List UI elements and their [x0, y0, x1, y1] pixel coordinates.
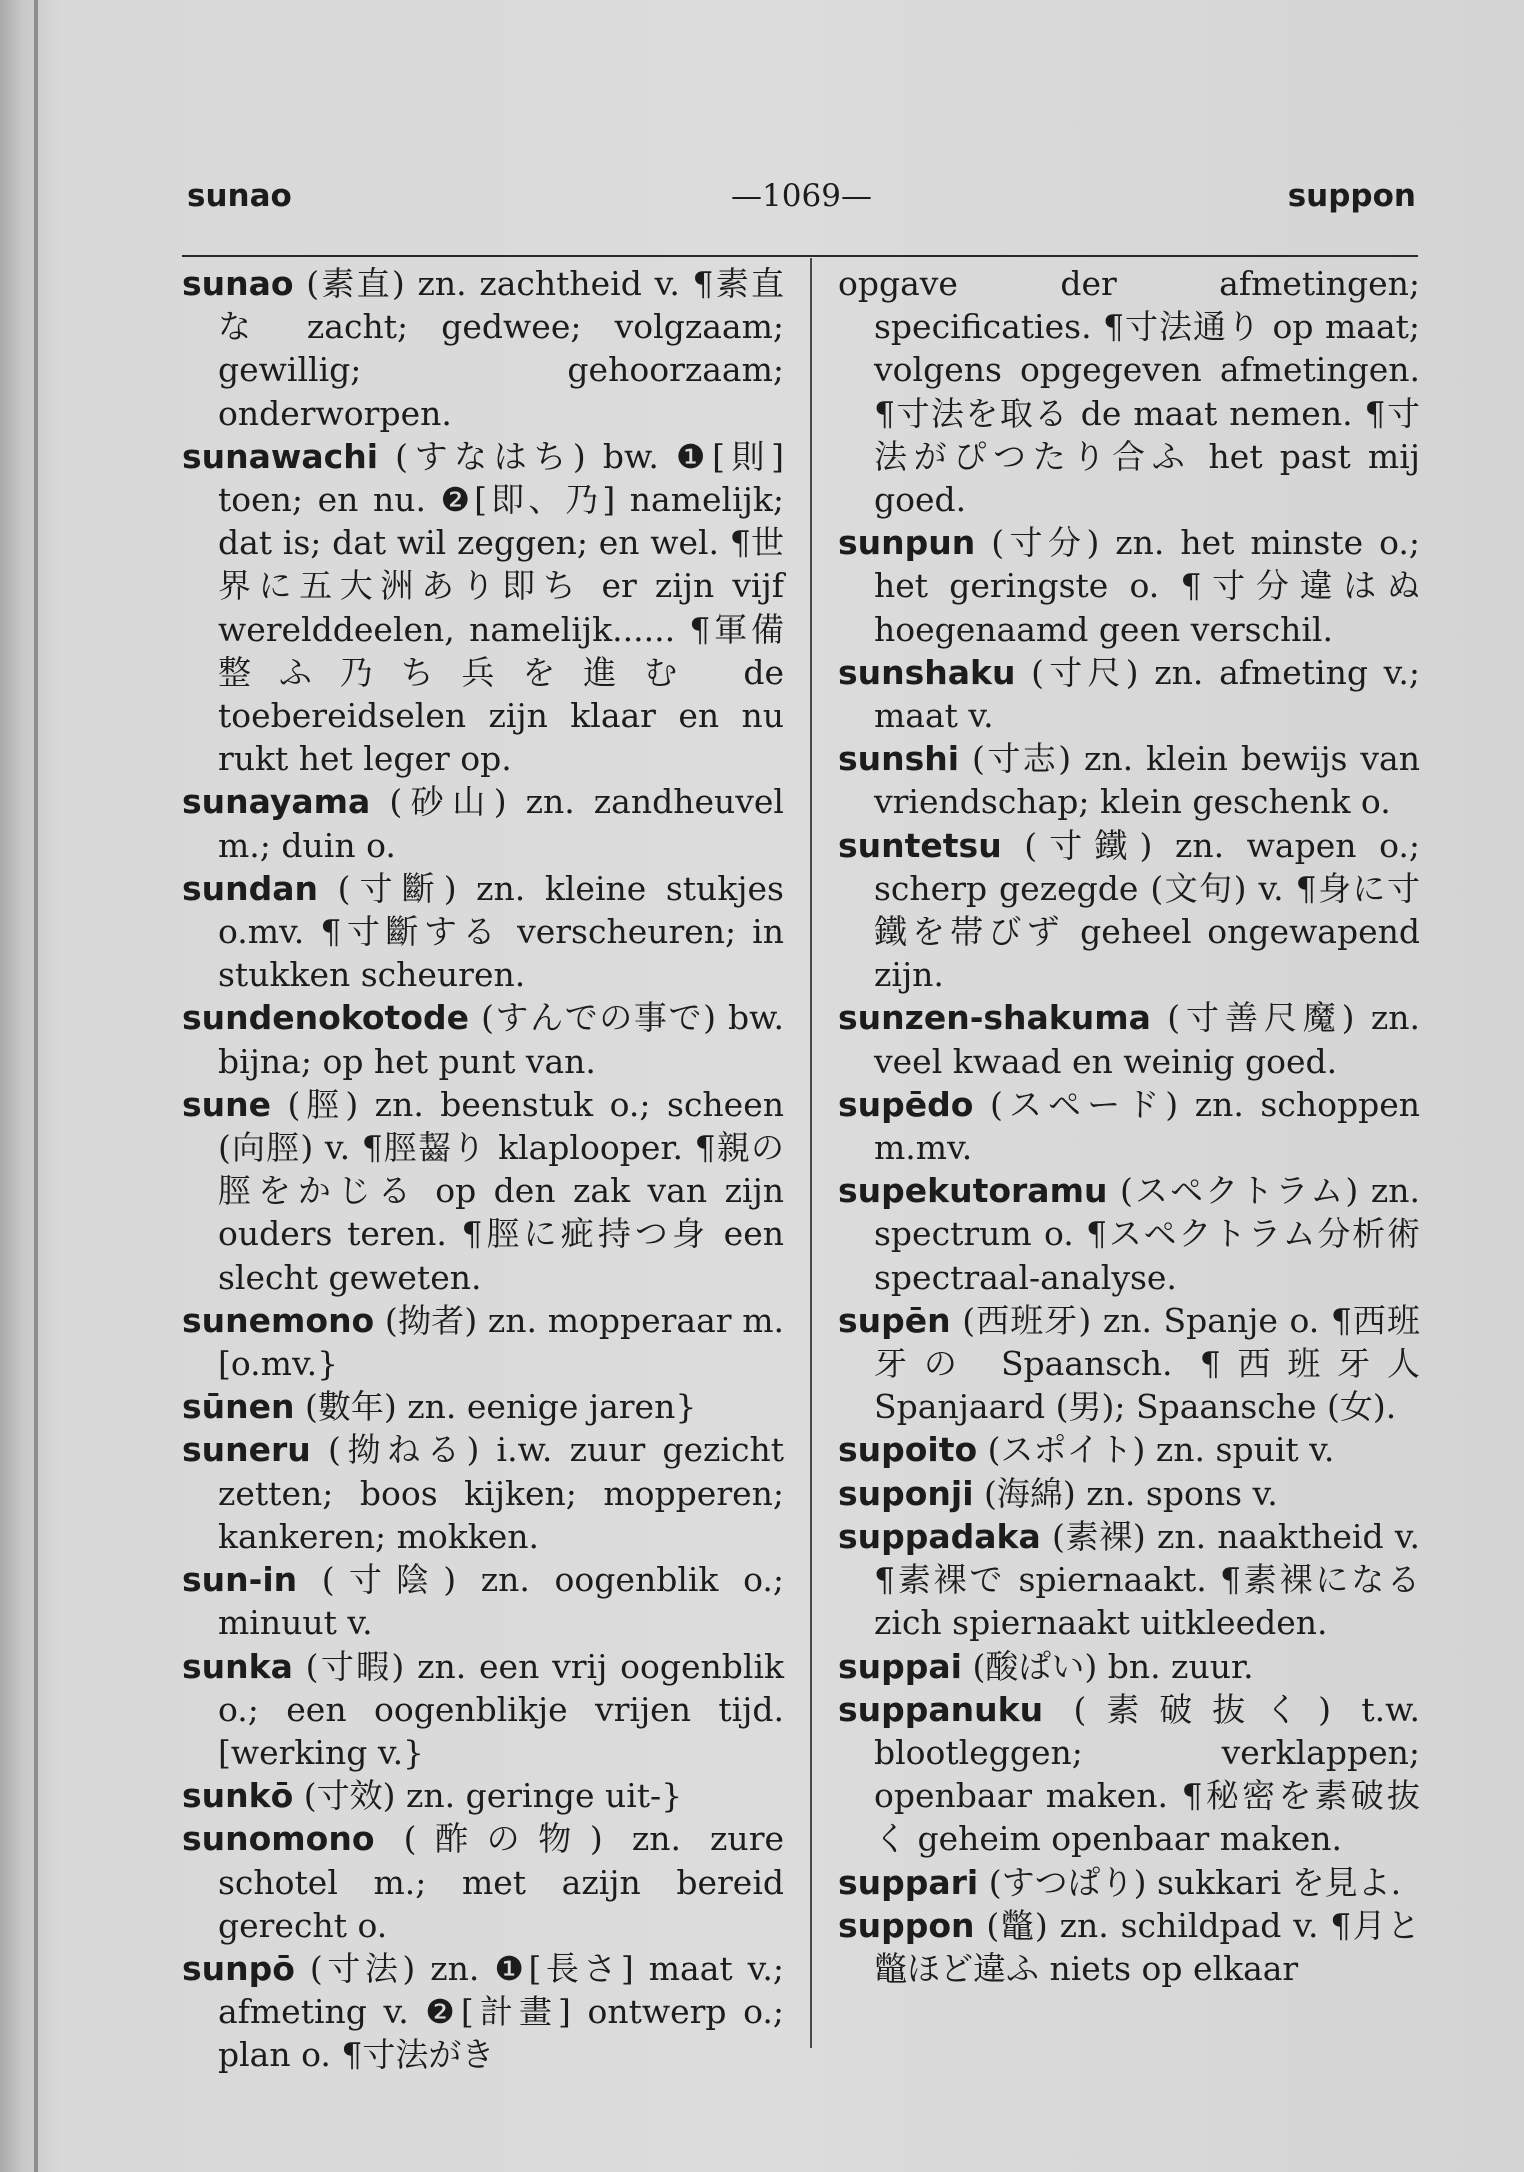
- headword: sūnen: [182, 1387, 295, 1427]
- entry-body: (すんでの事で) bw. bijna; op het punt van.: [218, 998, 784, 1081]
- header-rule: [182, 255, 1418, 257]
- headword: supēdo: [838, 1084, 974, 1124]
- entry-body: (西班牙) zn. Spanje o. ¶西班牙の Spaansch. ¶西班牙人 Spanjaard (男); Spaansche (女).: [874, 1300, 1420, 1427]
- entry-body: (スポイト) zn. spuit v.: [977, 1430, 1335, 1470]
- entry-body: (寸尺) zn. afmeting v.; maat v.: [874, 652, 1420, 736]
- dictionary-entry: [838, 521, 1420, 651]
- header-right-guide-word: suppon: [1287, 178, 1416, 214]
- headword: suponji: [838, 1473, 974, 1513]
- dictionary-entry: [838, 737, 1420, 823]
- headword: sun-in: [182, 1560, 298, 1600]
- dictionary-entry: [838, 1083, 1420, 1169]
- entry-body: (寸斷) zn. kleine stukjes o.mv. ¶寸斷する verscheuren; in stukken scheuren.: [218, 868, 784, 995]
- headword: suppanuku: [838, 1689, 1044, 1729]
- entry-body: (海綿) zn. spons v.: [973, 1473, 1278, 1513]
- dictionary-entry: [182, 1385, 784, 1428]
- entry-body: (脛) zn. beenstuk o.; scheen (向脛) v. ¶脛齧り klaplooper. ¶親の脛をかじる op den zak van zijn ouders teren. ¶脛に疵持つ身 een slecht geweten.: [218, 1084, 784, 1297]
- headword: suppadaka: [838, 1516, 1041, 1556]
- dictionary-entry: [182, 1947, 784, 2077]
- dictionary-entry: [182, 1083, 784, 1299]
- dictionary-entry: [838, 1428, 1420, 1471]
- headword: suppai: [838, 1646, 962, 1686]
- entry-body: (寸陰) zn. oogenblik o.; minuut v.: [218, 1560, 784, 1643]
- headword: suntetsu: [838, 825, 1002, 865]
- headword: sunshi: [838, 739, 960, 779]
- dictionary-entry: [182, 262, 784, 435]
- header-left-guide-word: sunao: [187, 178, 292, 214]
- entry-body: (拗ねる) i.w. zuur gezicht zetten; boos kijken; mopperen; kankeren; mokken.: [218, 1430, 784, 1556]
- dictionary-entry: [182, 1645, 784, 1775]
- dictionary-entry: [182, 1558, 784, 1644]
- headword: sunka: [182, 1646, 293, 1686]
- dictionary-entry: [838, 1688, 1420, 1861]
- headword: sunpun: [838, 523, 976, 563]
- binding-edge: [34, 0, 38, 2172]
- entry-body: (スペード) zn. schoppen m.mv.: [874, 1084, 1420, 1168]
- running-header: [187, 178, 1416, 226]
- entry-body: (酸ぱい) bn. zuur.: [961, 1646, 1254, 1686]
- column-divider: [810, 258, 812, 2048]
- entry-body: (砂山) zn. zandheuvel m.; duin o.: [218, 782, 784, 865]
- entry-body: (寸暇) zn. een vrij oogenblik o.; een oogenblikje vrijen tijd. [werking v.}: [218, 1646, 784, 1772]
- entry-body: (酢の物) zn. zure schotel m.; met azijn bereid gerecht o.: [218, 1819, 784, 1945]
- dictionary-entry: [838, 824, 1420, 997]
- dictionary-entry: [838, 1169, 1420, 1299]
- dictionary-entry: [838, 1861, 1420, 1904]
- entry-body: (寸分) zn. het minste o.; het geringste o. ¶寸分違はぬ hoegenaamd geen verschil.: [874, 523, 1420, 649]
- left-column: [182, 262, 784, 2077]
- entry-body: (素破抜く) t.w. blootleggen; verklappen; openbaar maken. ¶秘密を素破抜く geheim openbaar maken.: [874, 1689, 1420, 1859]
- headword: suppon: [838, 1905, 975, 1945]
- dictionary-entry: [182, 1817, 784, 1947]
- headword: sunomono: [182, 1819, 375, 1859]
- dictionary-entry: [838, 996, 1420, 1082]
- headword: supekutoramu: [838, 1171, 1108, 1211]
- headword: sundenokotode: [182, 998, 469, 1038]
- headword: sunpō: [182, 1948, 295, 1988]
- dictionary-entry: [182, 1299, 784, 1385]
- entry-body: (すつぱり) sukkari を見よ.: [978, 1862, 1402, 1902]
- dictionary-entry: [838, 651, 1420, 737]
- entry-body: (拗者) zn. mopperaar m. [o.mv.}: [218, 1300, 784, 1384]
- dictionary-entry: [838, 1904, 1420, 1990]
- headword: sunao: [182, 264, 294, 303]
- headword: sundan: [182, 868, 319, 908]
- entry-body: (數年) zn. eenige jaren}: [294, 1387, 697, 1427]
- entry-body: (鼈) zn. schildpad v. ¶月と鼈ほど違ふ niets op elkaar: [874, 1905, 1420, 1988]
- dictionary-entry: [838, 1515, 1420, 1645]
- entry-body: (寸鐵) zn. wapen o.; scherp gezegde (文句) v. ¶身に寸鐵を帯びず geheel ongewapend zijn.: [874, 825, 1420, 995]
- headword: sunayama: [182, 782, 371, 822]
- dictionary-entry: [838, 1299, 1420, 1429]
- dictionary-entry: [838, 1472, 1420, 1515]
- entry-body: (寸善尺魔) zn. veel kwaad en weinig goed.: [874, 998, 1420, 1081]
- headword: supoito: [838, 1430, 978, 1470]
- dictionary-entry: [182, 1774, 784, 1817]
- entry-body: (寸效) zn. geringe uit-}: [293, 1776, 683, 1816]
- dictionary-entry: [182, 780, 784, 866]
- headword: suneru: [182, 1430, 311, 1470]
- entry-body: (寸志) zn. klein bewijs van vriendschap; klein geschenk o.: [874, 739, 1420, 822]
- headword: supēn: [838, 1300, 951, 1340]
- headword: sunzen-shakuma: [838, 998, 1151, 1038]
- headword: sunkō: [182, 1776, 294, 1816]
- entry-body: (素裸) zn. naaktheid v. ¶素裸で spiernaakt. ¶素裸になる zich spiernaakt uitkleeden.: [874, 1516, 1420, 1643]
- dictionary-entry: [182, 996, 784, 1082]
- dictionary-entry: [182, 867, 784, 997]
- headword: suppari: [838, 1862, 979, 1902]
- headword: sunemono: [182, 1300, 375, 1340]
- entry-body: (すなはち) bw. ❶[則] toen; en nu. ❷[即、乃] namelijk; dat is; dat wil zeggen; en wel. ¶世界に五大洲あり即ち er zijn vijf werelddeelen, namelijk...... ¶軍備整ふ乃ち兵を進む de toebereidselen zijn klaar en nu rukt het leger op.: [218, 436, 784, 779]
- page-number: —1069—: [731, 178, 872, 214]
- headword: sune: [182, 1084, 272, 1124]
- entry-body: (寸法) zn. ❶[長さ] maat v.; afmeting v. ❷[計畫] ontwerp o.; plan o. ¶寸法がき: [218, 1948, 784, 2075]
- entry-body: (素直) zn. zachtheid v. ¶素直な zacht; gedwee; volgzaam; gewillig; gehoorzaam; onderworpen.: [218, 264, 784, 433]
- dictionary-entry-continued: [838, 262, 1420, 521]
- headword: sunshaku: [838, 652, 1016, 692]
- dictionary-entry: [838, 1645, 1420, 1688]
- entry-body: opgave der afmetingen; specificaties. ¶寸法通り op maat; volgens opgegeven afmetingen. ¶寸法を取る de maat nemen. ¶寸法がぴつたり合ふ het past mij goed.: [838, 264, 1420, 520]
- headword: sunawachi: [182, 436, 379, 476]
- dictionary-entry: [182, 435, 784, 781]
- right-column: [838, 262, 1420, 1990]
- dictionary-entry: [182, 1428, 784, 1558]
- entry-body: (スペクトラム) zn. spectrum o. ¶スペクトラム分析術 spectraal-analyse.: [874, 1171, 1420, 1297]
